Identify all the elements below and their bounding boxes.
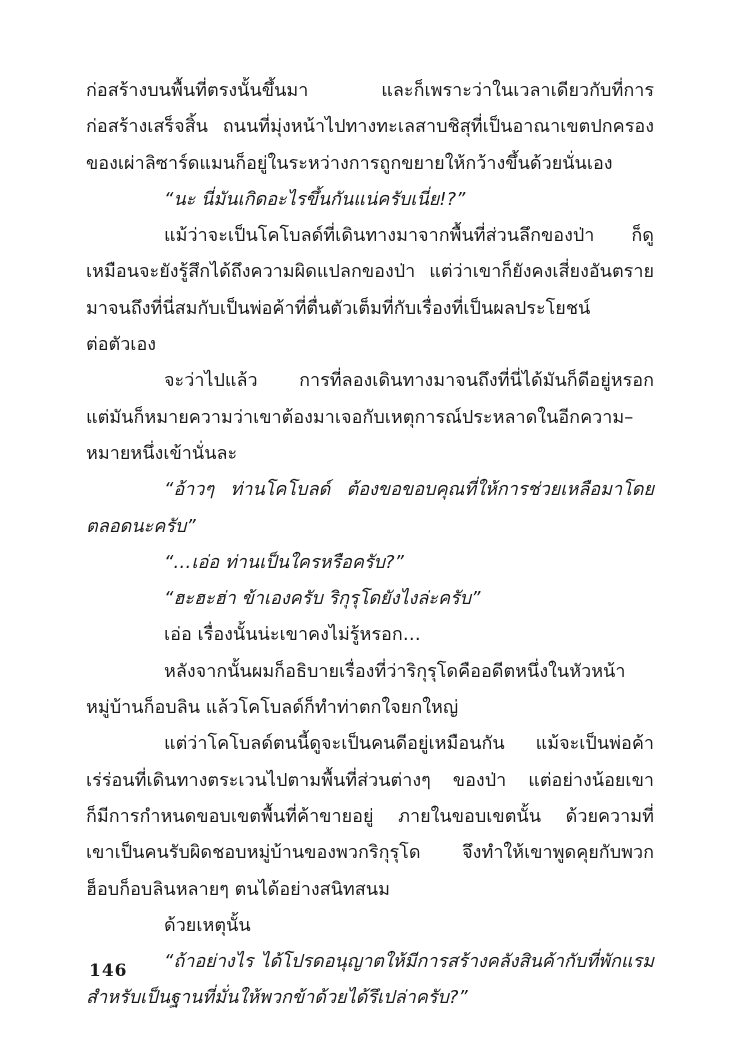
text-line: เร่ร่อนที่เดินทางตระเวนไปตามพื้นที่ส่วนต่างๆ ของป่า แต่อย่างน้อยเขา	[86, 769, 654, 791]
page-body	[86, 73, 654, 1017]
text-line: ของเผ่าลิซาร์ดแมนก็อยู่ในระหว่างการถูกขยายให้กว้างขึ้นด้วยนั่นเอง	[86, 152, 613, 174]
text-line: หมายหนึ่งเข้านั่นละ	[86, 442, 238, 464]
text-line: ด้วยเหตุนั้น	[164, 914, 251, 936]
dialogue-line: ตลอดนะครับ”	[86, 515, 196, 537]
text-line: เอ่อ เรื่องนั้นน่ะเขาคงไม่รู้หรอก…	[164, 624, 421, 646]
text-line: แต่มันก็หมายความว่าเขาต้องมาเจอกับเหตุการณ์ประหลาดในอีกความ–	[86, 406, 634, 428]
text-line: ก่อสร้างบนพื้นที่ตรงนั้นขึ้นมา และก็เพราะว่าในเวลาเดียวกับที่การ	[86, 80, 654, 101]
text-line: ก่อสร้างเสร็จสิ้น ถนนที่มุ่งหน้าไปทางทะเลสาบชิสุที่เป็นอาณาเขตปกครอง	[86, 116, 654, 138]
text-line: ต่อตัวเอง	[86, 334, 157, 356]
dialogue-line: “อ้าวๆ ท่านโคโบลด์ ต้องขอขอบคุณที่ให้การช่วยเหลือมาโดย	[164, 479, 654, 501]
text-line: เหมือนจะยังรู้สึกได้ถึงความผิดแปลกของป่า แต่ว่าเขาก็ยังคงเสี่ยงอันตราย	[86, 261, 654, 283]
text-line: มาจนถึงที่นี่สมกับเป็นพ่อค้าที่ตื่นตัวเต็มที่กับเรื่องที่เป็นผลประโยชน์	[86, 297, 591, 319]
text-line: แม้ว่าจะเป็นโคโบลด์ที่เดินทางมาจากพื้นที่ส่วนลึกของป่า ก็ดู	[164, 225, 654, 247]
dialogue-line: “…เอ่อ ท่านเป็นใครหรือครับ?”	[164, 551, 404, 573]
dialogue-line: “นะ นี่มันเกิดอะไรขึ้นกันแน่ครับเนี่ย!?”	[164, 188, 466, 210]
page-number: 146	[89, 961, 128, 981]
text-line: ฮ็อบก็อบลินหลายๆ ตนได้อย่างสนิทสนม	[86, 878, 390, 900]
text-line: หมู่บ้านก็อบลิน แล้วโคโบลด์ก็ทำท่าตกใจยกใหญ่	[86, 697, 459, 719]
dialogue-line: “ฮะฮะฮ่า ข้าเองครับ ริกุรุโดยังไงล่ะครับ”	[164, 588, 481, 610]
text-line: หลังจากนั้นผมก็อธิบายเรื่องที่ว่าริกุรุโดคืออดีตหนึ่งในหัวหน้า	[164, 660, 626, 682]
text-line: ก็มีการกำหนดขอบเขตพื้นที่ค้าขายอยู่ ภายในขอบเขตนั้น ด้วยความที่	[86, 805, 654, 827]
text-line: จะว่าไปแล้ว การที่ลองเดินทางมาจนถึงที่นี่ได้มันก็ดีอยู่หรอก	[164, 370, 654, 392]
text-line: เขาเป็นคนรับผิดชอบหมู่บ้านของพวกริกุรุโด จึงทำให้เขาพูดคุยกับพวก	[86, 842, 654, 864]
dialogue-line: สำหรับเป็นฐานที่มั่นให้พวกข้าด้วยได้รึเปล่าครับ?”	[86, 987, 468, 1009]
dialogue-line: “ถ้าอย่างไร ได้โปรดอนุญาตให้มีการสร้างคลังสินค้ากับที่พักแรม	[164, 951, 654, 973]
text-line: แต่ว่าโคโบลด์ตนนี้ดูจะเป็นคนดีอยู่เหมือนกัน แม้จะเป็นพ่อค้า	[164, 733, 654, 755]
